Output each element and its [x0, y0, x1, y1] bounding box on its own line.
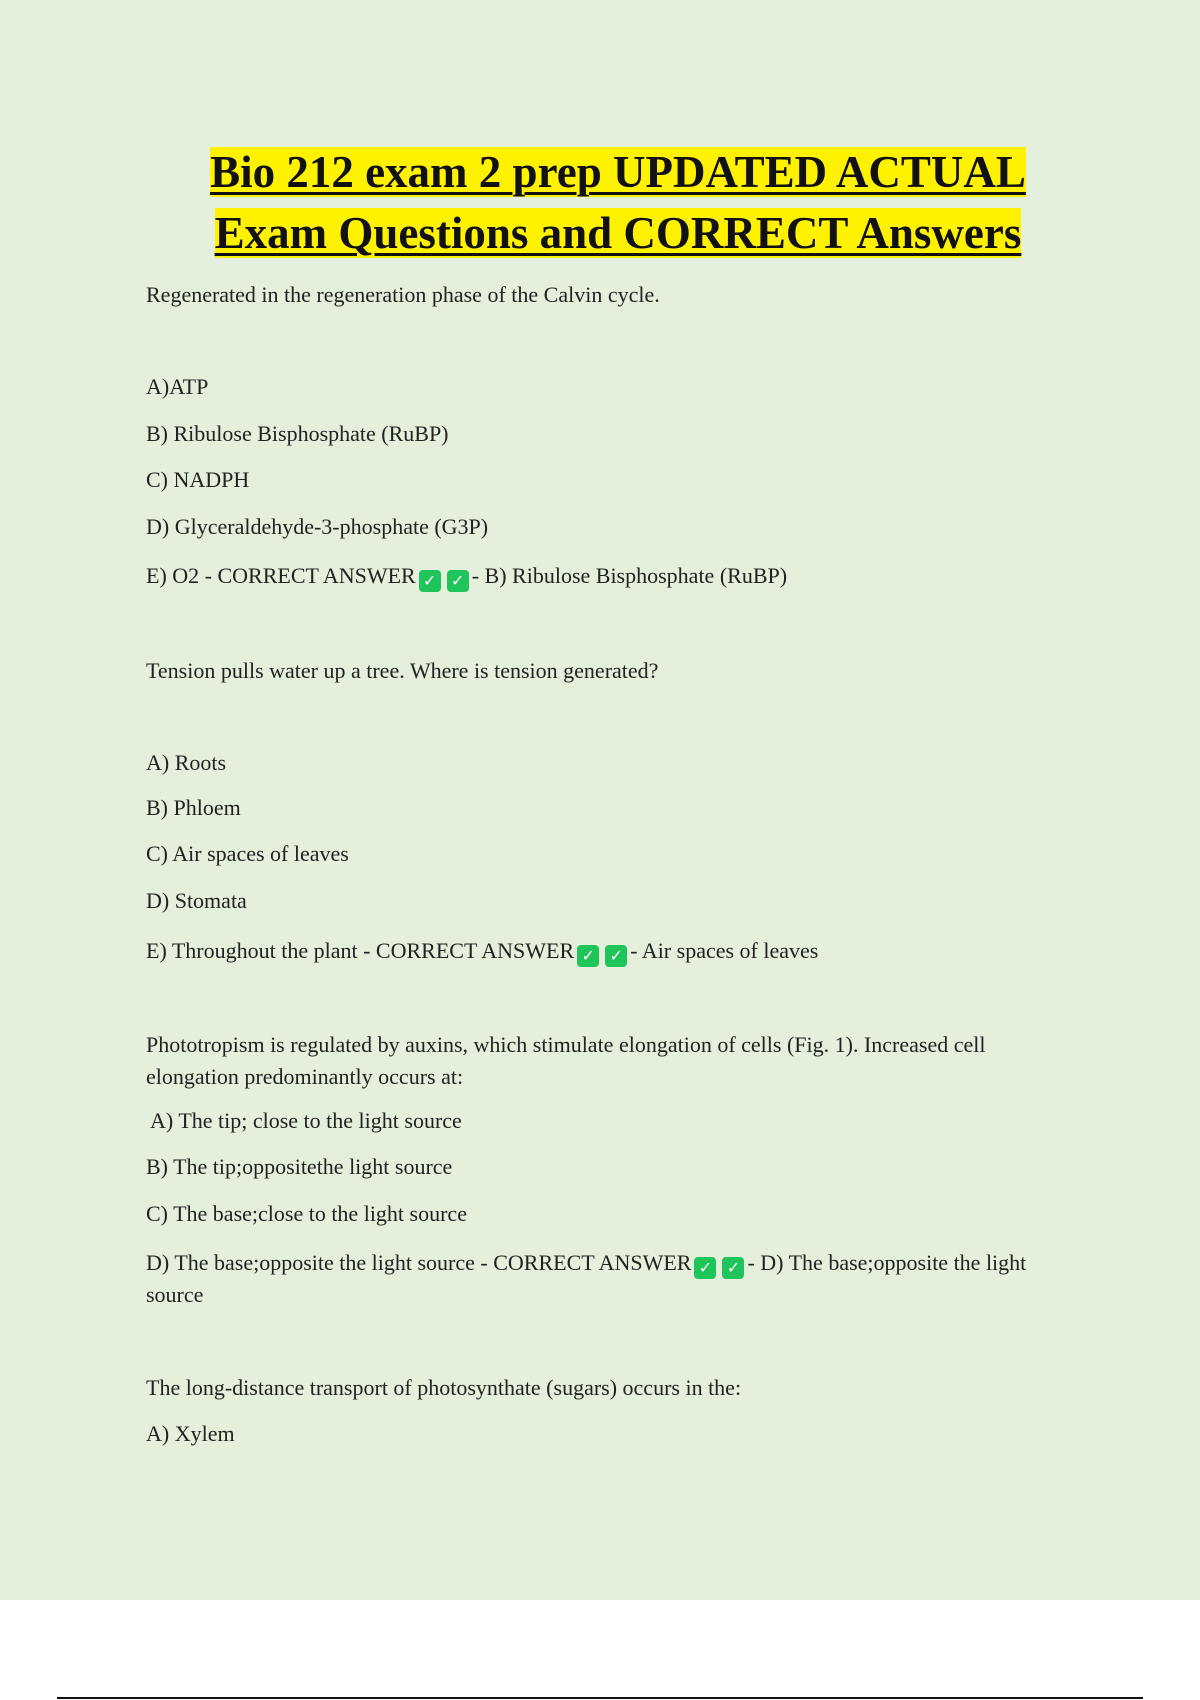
title-line-1: Bio 212 exam 2 prep UPDATED ACTUAL	[210, 147, 1026, 197]
document-title	[0, 142, 1200, 264]
check-box-icon: ✓	[447, 570, 469, 592]
question-3-correct-answer: - D) The base;opposite the light source	[146, 1250, 1027, 1307]
question-2-option-b: B) Phloem	[146, 795, 241, 820]
question-2-option-a: A) Roots	[146, 750, 227, 775]
question-4-option-a: A) Xylem	[146, 1421, 235, 1446]
title-line-2: Exam Questions and CORRECT Answers	[214, 208, 1022, 258]
question-3-option-b: B) The tip;oppositethe light source	[146, 1154, 453, 1179]
check-box-icon: ✓	[722, 1257, 744, 1279]
question-2-correct-answer: - Air spaces of leaves	[630, 938, 819, 963]
question-1-option-d: D) Glyceraldehyde-3-phosphate (G3P)	[146, 514, 489, 539]
question-2-prompt: Tension pulls water up a tree. Where is tension generated?	[146, 658, 659, 683]
question-2-option-e: E) Throughout the plant - CORRECT ANSWER	[146, 938, 575, 963]
question-3-option-c: C) The base;close to the light source	[146, 1201, 467, 1226]
question-3-option-a: A) The tip; close to the light source	[150, 1108, 462, 1133]
question-1-option-e: E) O2 - CORRECT ANSWER	[146, 563, 416, 588]
question-3-option-d: D) The base;opposite the light source - CORRECT ANSWER	[146, 1250, 692, 1275]
question-1-option-c: C) NADPH	[146, 467, 250, 492]
question-3-option-d-answer	[146, 1247, 1076, 1311]
question-2-option-c: C) Air spaces of leaves	[146, 841, 349, 866]
question-4-prompt: The long-distance transport of photosynthate (sugars) occurs in the:	[146, 1375, 742, 1400]
question-3-prompt: Phototropism is regulated by auxins, which stimulate elongation of cells (Fig. 1). Increased cell elongation predominantly occurs at:	[146, 1032, 986, 1089]
check-box-icon: ✓	[577, 945, 599, 967]
check-box-icon: ✓	[694, 1257, 716, 1279]
check-box-icon: ✓	[605, 945, 627, 967]
question-1-option-a: A)ATP	[146, 374, 209, 399]
question-1-prompt: Regenerated in the regeneration phase of the Calvin cycle.	[146, 282, 660, 307]
question-1-option-e-answer	[146, 560, 787, 592]
question-1-option-b: B) Ribulose Bisphosphate (RuBP)	[146, 421, 449, 446]
check-box-icon: ✓	[419, 570, 441, 592]
question-2-option-e-answer	[146, 935, 818, 967]
question-2-option-d: D) Stomata	[146, 888, 247, 913]
page-divider	[57, 1697, 1143, 1699]
question-1-correct-answer: - B) Ribulose Bisphosphate (RuBP)	[471, 563, 788, 588]
